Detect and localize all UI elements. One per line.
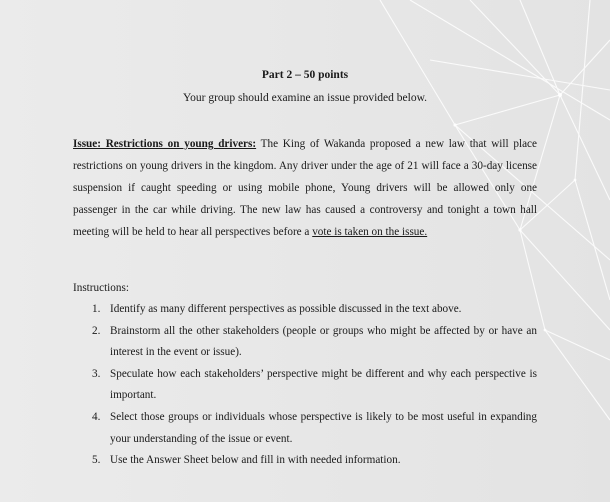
instructions-label: Instructions: bbox=[73, 282, 129, 294]
issue-label: Issue: Restrictions on young drivers: bbox=[73, 138, 257, 150]
list-item bbox=[73, 450, 537, 472]
list-item-text: Speculate how each stakeholders’ perspective might be different and why each perspective is important. bbox=[110, 367, 537, 402]
page-title: Part 2 – 50 points bbox=[261, 69, 349, 81]
list-item-text: Identify as many different perspectives as possible discussed in the text above. bbox=[110, 303, 462, 315]
list-item-text: Brainstorm all the other stakeholders (people or groups who might be affected by or have an interest in the event or issue). bbox=[110, 324, 537, 359]
instructions-list bbox=[73, 299, 537, 472]
list-item-number: 5. bbox=[92, 454, 101, 467]
page-subtitle: Your group should examine an issue provided below. bbox=[182, 92, 428, 104]
list-item bbox=[73, 299, 537, 321]
issue-underlined-phrase: vote is taken on the issue. bbox=[312, 226, 428, 238]
list-item-text: Use the Answer Sheet below and fill in with needed information. bbox=[110, 454, 401, 467]
list-item bbox=[73, 364, 537, 407]
list-item-number: 2. bbox=[92, 324, 101, 337]
list-item bbox=[73, 407, 537, 450]
list-item bbox=[73, 321, 537, 364]
issue-paragraph bbox=[73, 133, 537, 243]
list-item-number: 4. bbox=[92, 410, 101, 423]
list-item-number: 1. bbox=[92, 303, 101, 315]
list-item-text: Select those groups or individuals whose perspective is likely to be most useful in expanding your understanding of the issue or event. bbox=[110, 410, 537, 445]
list-item-number: 3. bbox=[92, 367, 101, 380]
issue-text: The King of Wakanda proposed a new law that will place restrictions on young drivers in the kingdom. Any driver under the age of 21 will face a 30-day license suspension if caught speeding or using mobile phone, Young drivers will be allowed only one passenger in the car while driving. The new law has caused a controversy and tonight a town hall meeting will be held to hear all perspectives before a bbox=[73, 138, 537, 238]
